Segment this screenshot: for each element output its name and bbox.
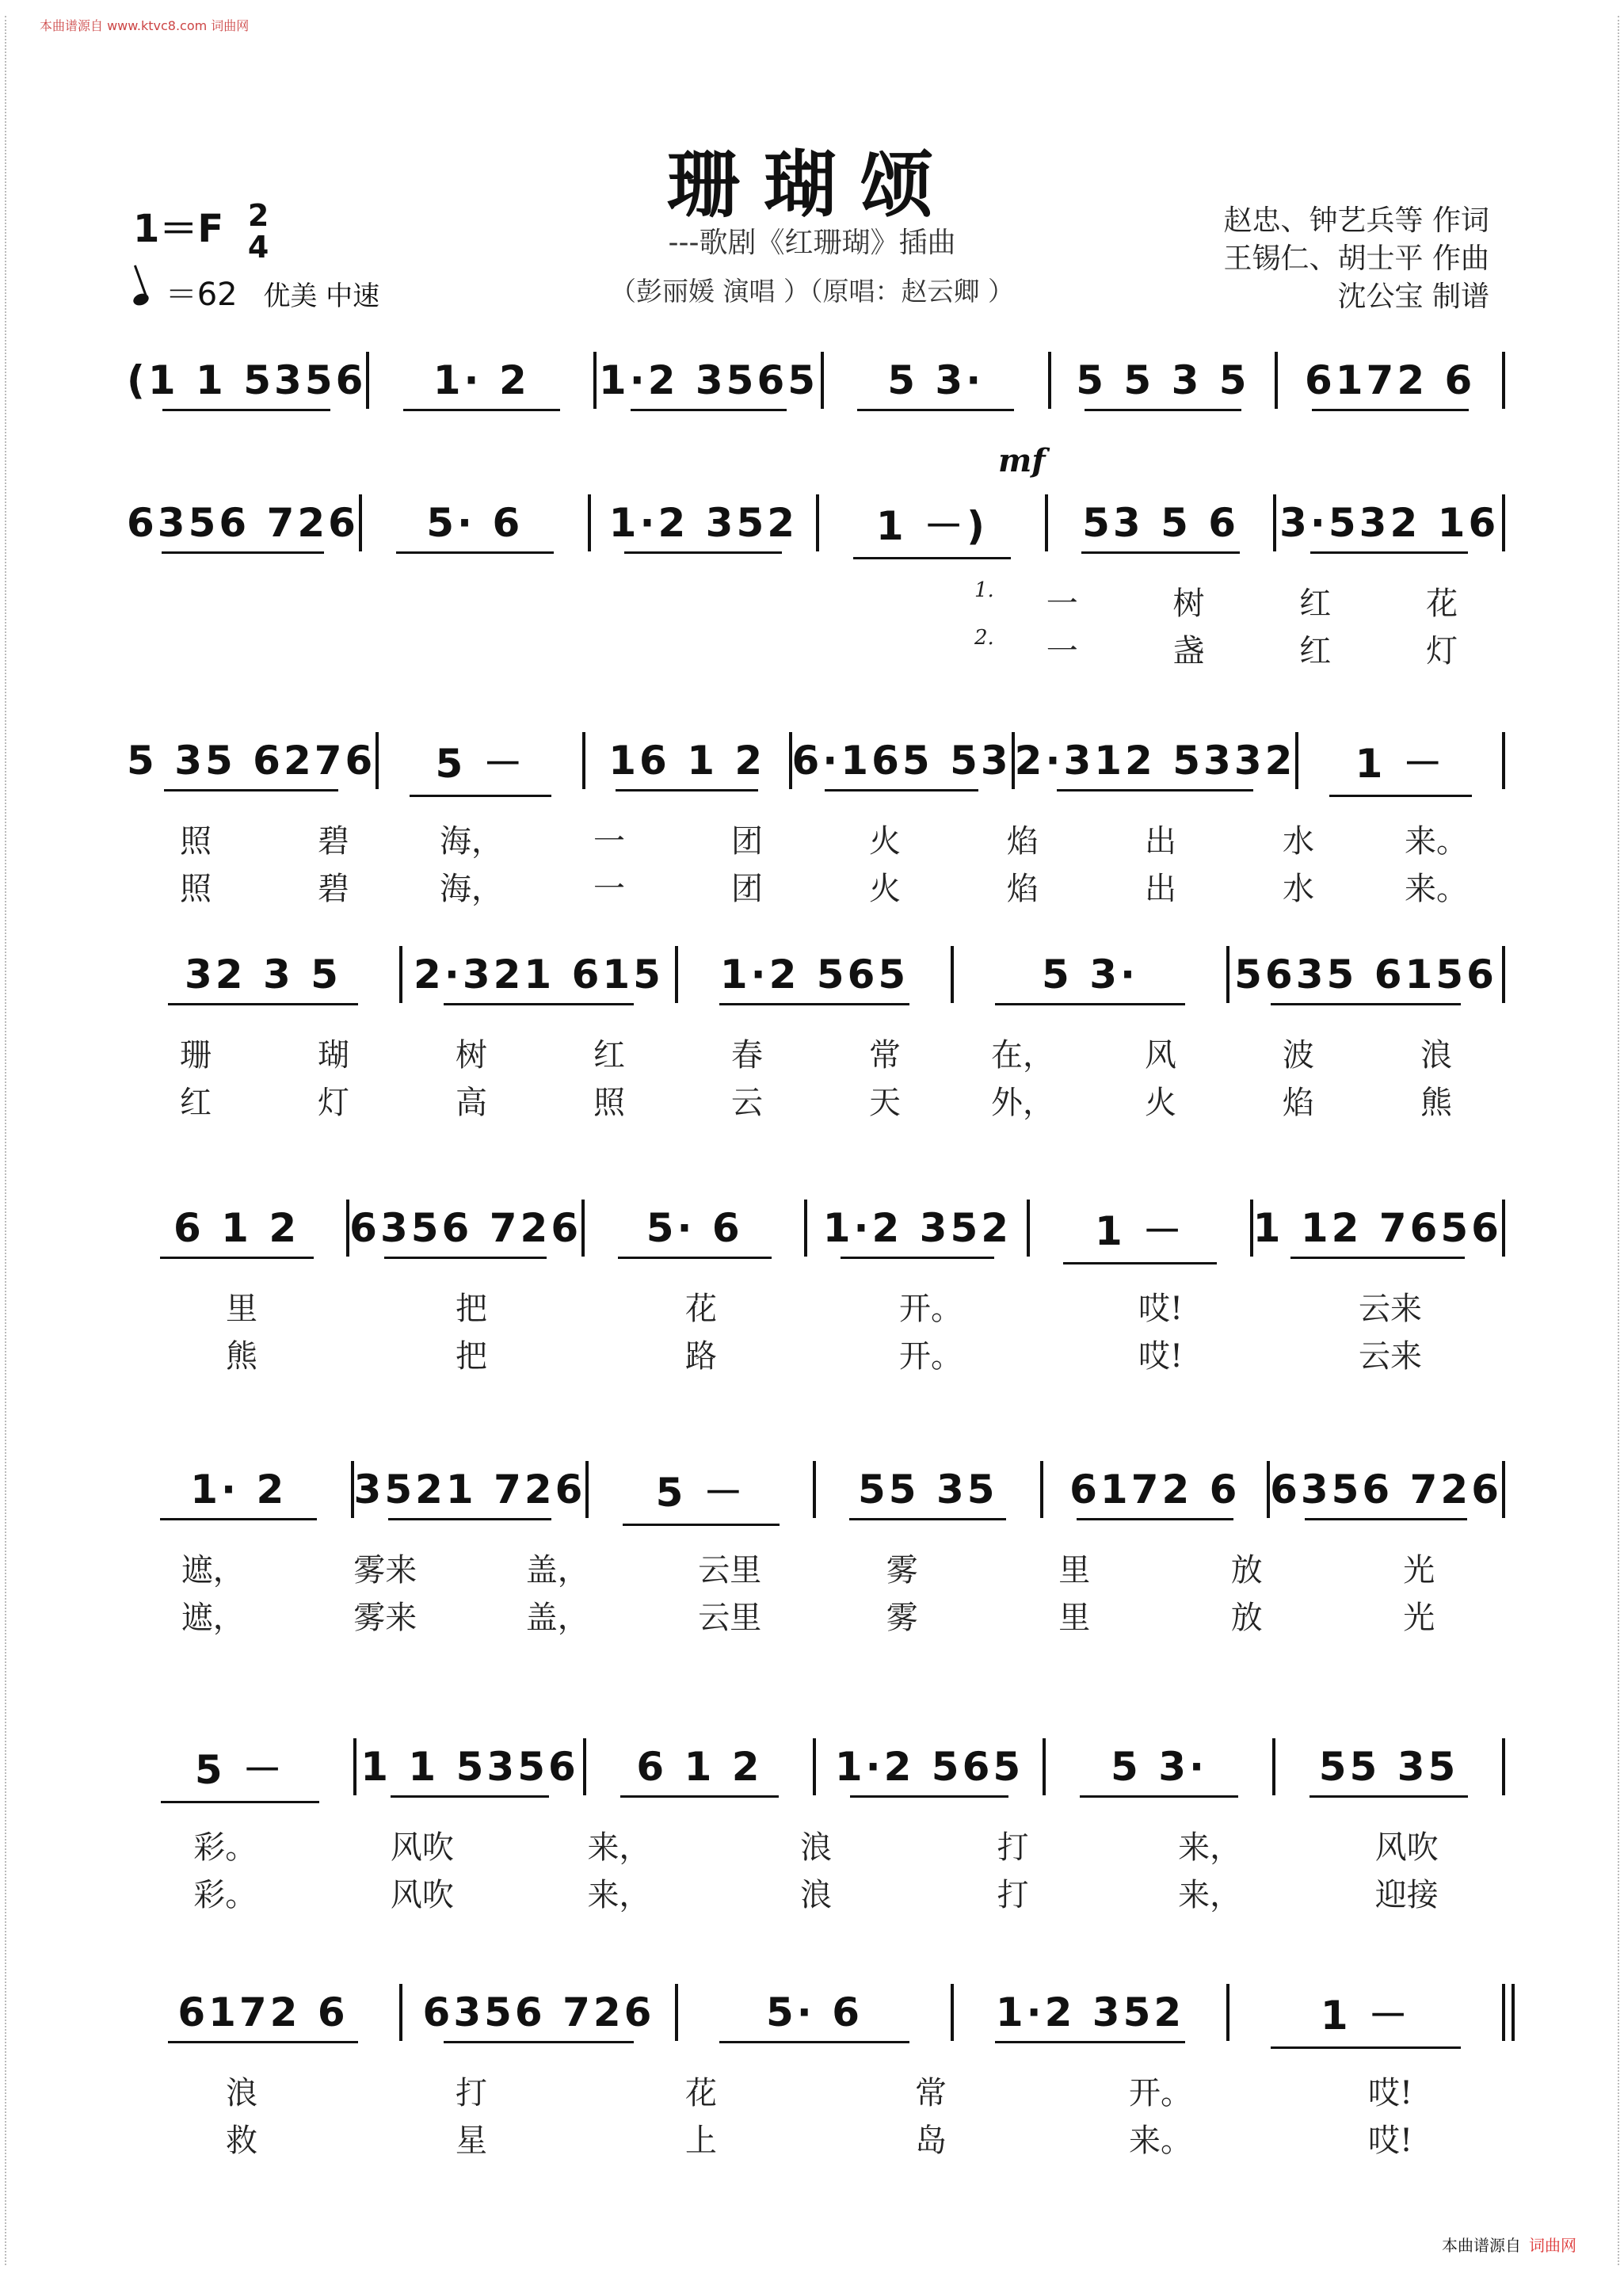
lyric-syllable: 树 xyxy=(456,1037,487,1074)
lyric-syllable: 碧 xyxy=(318,823,349,860)
lyric-syllable: 云来 xyxy=(1359,1338,1422,1375)
lyric-syllable: 外， xyxy=(991,1085,1054,1121)
lyric-syllable: 彩。 xyxy=(193,1877,257,1913)
lyric-syllable: 常 xyxy=(869,1037,901,1074)
lyric-syllable: 风吹 xyxy=(1374,1829,1439,1866)
lyrics-verse-2 xyxy=(974,626,1505,671)
lyric-syllable: 里 xyxy=(226,1291,257,1327)
lyric-syllable: 珊 xyxy=(180,1037,212,1074)
measure: 1 －) xyxy=(819,494,1045,551)
lyrics-verse-1 xyxy=(127,2068,1505,2113)
lyric-syllable: 遮， xyxy=(181,1552,245,1589)
lyrics-verse-2 xyxy=(127,1331,1505,1376)
lyric-syllable: 风吹 xyxy=(390,1829,454,1866)
lyric-syllable: 开。 xyxy=(899,1291,963,1327)
song-title: 珊瑚颂 xyxy=(666,142,957,227)
lyric-syllable: 光 xyxy=(1403,1600,1435,1636)
lyric-syllable: 来。 xyxy=(1405,823,1468,860)
measure: 1·2 3565 xyxy=(597,357,821,403)
lyric-syllable: 云里 xyxy=(698,1552,762,1589)
measure: 1· 2 xyxy=(127,1467,351,1512)
measure: 6172 6 xyxy=(1043,1467,1268,1512)
measure: 6172 6 xyxy=(127,1989,399,2035)
measure: 32 3 5 xyxy=(127,952,399,997)
lyric-syllable: 风吹 xyxy=(390,1877,454,1913)
lyric-syllable: 把 xyxy=(456,1291,487,1327)
lyric-syllable: 来。 xyxy=(1129,2123,1192,2159)
lyric-syllable: 来， xyxy=(1178,1829,1242,1866)
measure: 55 35 xyxy=(816,1467,1040,1512)
credit-lyricist: 赵忠、钟艺兵等 作词 xyxy=(1223,204,1489,237)
measure: 1·2 352 xyxy=(807,1205,1027,1251)
score-system xyxy=(127,729,1505,919)
left-edge-border xyxy=(5,16,14,2265)
notes-row xyxy=(127,349,1505,412)
notes-row xyxy=(127,1458,1505,1521)
lyric-syllable: 打 xyxy=(997,1829,1029,1866)
lyric-syllable: 红 xyxy=(593,1037,625,1074)
lyric-syllable: 浪 xyxy=(226,2075,257,2111)
measure: 5· 6 xyxy=(678,1989,951,2035)
lyric-syllable: 红 xyxy=(1299,633,1332,669)
lyric-syllable: 雾 xyxy=(886,1600,918,1636)
lyric-syllable: 花 xyxy=(685,2075,717,2111)
lyric-syllable: 树 xyxy=(1172,586,1205,622)
lyric-syllable: 把 xyxy=(456,1338,487,1375)
measure: 5 3· xyxy=(1046,1744,1272,1790)
quarter-note-icon xyxy=(132,292,151,307)
measure: 5 － xyxy=(127,1738,353,1795)
lyric-syllable: 在， xyxy=(991,1037,1054,1074)
measure: 55 35 xyxy=(1275,1744,1502,1790)
lyric-syllable: 哎! xyxy=(1138,1338,1184,1375)
lyric-syllable: 一 xyxy=(1046,633,1078,669)
lyric-syllable: 出 xyxy=(1145,823,1176,860)
measure: 5635 6156 xyxy=(1229,952,1502,997)
lyric-syllable: 风 xyxy=(1145,1037,1176,1074)
measure: 6356 726 xyxy=(349,1205,582,1251)
measure: 1 － xyxy=(1298,732,1502,789)
time-bottom: 4 xyxy=(247,230,269,265)
lyric-syllable: 云里 xyxy=(698,1600,762,1636)
score-system xyxy=(127,943,1505,1133)
lyric-syllable: 打 xyxy=(456,2075,487,2111)
verse-number: 2. xyxy=(974,626,994,650)
lyric-syllable: 盖， xyxy=(525,1600,589,1636)
lyric-syllable: 焰 xyxy=(1007,823,1039,860)
tempo-value: ＝62 xyxy=(165,277,238,313)
lyric-syllable: 熊 xyxy=(1420,1085,1452,1121)
lyric-syllable: 来， xyxy=(1178,1877,1242,1913)
notes-row xyxy=(127,729,1505,792)
lyric-syllable: 盖， xyxy=(525,1552,589,1589)
lyric-syllable: 火 xyxy=(869,871,901,907)
tempo-description: 优美 中速 xyxy=(263,280,380,312)
credit-composer: 王锡仁、胡士平 作曲 xyxy=(1223,242,1489,275)
measure: 1·2 565 xyxy=(816,1744,1043,1790)
lyrics-verse-2 xyxy=(127,2115,1505,2161)
measure: 1·2 352 xyxy=(591,500,817,546)
lyric-syllable: 水 xyxy=(1283,823,1314,860)
lyric-syllable: 路 xyxy=(685,1338,717,1375)
lyric-syllable: 里 xyxy=(1058,1600,1091,1636)
verse-number: 1. xyxy=(974,578,994,602)
measure: 6 1 2 xyxy=(127,1205,346,1251)
measure: 2·321 615 xyxy=(402,952,675,997)
lyric-syllable: 遮， xyxy=(181,1600,245,1636)
lyrics-verse-2 xyxy=(127,864,1505,909)
lyric-syllable: 海， xyxy=(440,823,503,860)
lyric-syllable: 水 xyxy=(1283,871,1314,907)
lyric-syllable: 照 xyxy=(593,1085,625,1121)
credit-transcriber: 沈公宝 制谱 xyxy=(1337,280,1489,313)
lyric-syllable: 春 xyxy=(731,1037,763,1074)
lyric-syllable: 开。 xyxy=(899,1338,963,1375)
lyrics-verse-1 xyxy=(127,1284,1505,1329)
right-edge-border xyxy=(1610,16,1619,2265)
measure: 6356 726 xyxy=(402,1989,675,2035)
measure: 5 3· xyxy=(954,952,1226,997)
score-system xyxy=(127,1458,1505,1648)
lyric-syllable: 团 xyxy=(731,823,763,860)
lyric-syllable: 灯 xyxy=(1426,633,1458,669)
key-label: 1＝F xyxy=(133,207,224,251)
score-system xyxy=(127,442,1505,681)
source-bottom-site: 词曲网 xyxy=(1529,2236,1576,2255)
lyric-syllable: 浪 xyxy=(800,1877,833,1913)
lyric-syllable: 放 xyxy=(1230,1600,1263,1636)
lyrics-verse-2 xyxy=(127,1870,1505,1915)
lyrics-verse-1 xyxy=(127,1030,1505,1075)
lyric-syllable: 红 xyxy=(1299,586,1332,622)
measure: 6356 726 xyxy=(1270,1467,1502,1512)
measure: 2·312 5332 xyxy=(1014,738,1296,784)
lyric-syllable: 团 xyxy=(731,871,763,907)
measure: 5 5 3 5 xyxy=(1051,357,1275,403)
lyric-syllable: 一 xyxy=(593,823,625,860)
bar-line xyxy=(1502,494,1505,551)
lyric-syllable: 云来 xyxy=(1359,1291,1422,1327)
measure: 5 35 6276 xyxy=(127,738,376,784)
bar-line xyxy=(1502,1984,1505,2041)
lyrics-verse-2 xyxy=(127,1593,1505,1638)
lyric-syllable: 瑚 xyxy=(318,1037,349,1074)
measure: 5 3· xyxy=(824,357,1048,403)
lyric-syllable: 海， xyxy=(440,871,503,907)
lyric-syllable: 碧 xyxy=(318,871,349,907)
notes-row xyxy=(127,943,1505,1006)
lyric-syllable: 来， xyxy=(587,1877,651,1913)
lyric-syllable: 里 xyxy=(1058,1552,1091,1589)
measure: 1·2 352 xyxy=(954,1989,1226,2035)
score-system xyxy=(127,1981,1505,2171)
song-subtitle: ---歌剧《红珊瑚》插曲 xyxy=(668,227,956,259)
lyrics-verse-2 xyxy=(127,1078,1505,1123)
lyric-syllable: 照 xyxy=(180,871,212,907)
lyric-syllable: 开。 xyxy=(1129,2075,1192,2111)
lyrics-verse-1 xyxy=(974,578,1505,624)
measure: 1 1 5356 xyxy=(356,1744,583,1790)
lyric-syllable: 红 xyxy=(180,1085,212,1121)
lyric-syllable: 火 xyxy=(1145,1085,1176,1121)
lyric-syllable: 浪 xyxy=(800,1829,833,1866)
measure: 1·2 565 xyxy=(678,952,951,997)
measure: 53 5 6 xyxy=(1048,500,1274,546)
time-top: 2 xyxy=(247,198,269,233)
measure: 1· 2 xyxy=(369,357,593,403)
lyric-syllable: 迎接 xyxy=(1374,1877,1439,1913)
lyric-syllable: 哎! xyxy=(1367,2123,1413,2159)
score-system xyxy=(127,1735,1505,1925)
lyrics-verse-1 xyxy=(127,1545,1505,1590)
lyric-syllable: 一 xyxy=(1046,586,1078,622)
lyric-syllable: 火 xyxy=(869,823,901,860)
lyric-syllable: 盏 xyxy=(1172,633,1205,669)
measure: 1 － xyxy=(1229,1984,1502,2041)
dynamic-marking: mf xyxy=(998,442,1046,479)
lyrics-verse-1 xyxy=(127,816,1505,861)
lyric-syllable: 高 xyxy=(456,1085,487,1121)
source-tag-top: 本曲谱源自 www.ktvc8.com 词曲网 xyxy=(40,18,250,33)
credits xyxy=(1224,202,1489,316)
measure: 1 － xyxy=(1030,1200,1249,1257)
lyric-syllable: 波 xyxy=(1283,1037,1314,1074)
lyric-syllable: 焰 xyxy=(1283,1085,1314,1121)
bar-line xyxy=(1502,1200,1505,1257)
source-tag-bottom xyxy=(1442,2233,1576,2256)
performer-line: （彭丽媛 演唱 ）（原唱：赵云卿 ） xyxy=(610,276,1014,307)
bar-line xyxy=(1502,732,1505,789)
bar-line xyxy=(1502,1461,1505,1518)
lyric-syllable: 天 xyxy=(869,1085,901,1121)
measure: 3·532 16 xyxy=(1276,500,1502,546)
lyric-syllable: 上 xyxy=(685,2123,717,2159)
lyric-syllable: 花 xyxy=(685,1291,717,1327)
measure: 5 － xyxy=(589,1461,813,1518)
time-signature xyxy=(248,200,269,263)
bar-line xyxy=(1502,352,1505,409)
bar-line xyxy=(1502,946,1505,1003)
lyric-syllable: 常 xyxy=(915,2075,947,2111)
lyric-syllable: 放 xyxy=(1230,1552,1263,1589)
lyric-syllable: 雾 xyxy=(886,1552,918,1589)
lyric-syllable: 岛 xyxy=(915,2123,947,2159)
lyric-syllable: 救 xyxy=(226,2123,257,2159)
measure: 3521 726 xyxy=(353,1467,586,1512)
measure: 6172 6 xyxy=(1278,357,1502,403)
source-bottom-text: 本曲谱源自 xyxy=(1442,2236,1521,2255)
key-signature xyxy=(133,198,269,263)
lyric-syllable: 光 xyxy=(1403,1552,1435,1589)
tempo-marking xyxy=(133,269,379,315)
measure: 5· 6 xyxy=(585,1205,804,1251)
score-system xyxy=(127,1196,1505,1387)
lyric-syllable: 来。 xyxy=(1405,871,1468,907)
measure: 6·165 53 xyxy=(791,738,1012,784)
lyrics-verse-1 xyxy=(127,1822,1505,1867)
lyric-syllable: 浪 xyxy=(1420,1037,1452,1074)
lyric-syllable: 焰 xyxy=(1007,871,1039,907)
measure: 1 12 7656 xyxy=(1252,1205,1502,1251)
notes-row xyxy=(127,491,1505,555)
lyric-syllable: 打 xyxy=(997,1877,1029,1913)
measure: 5· 6 xyxy=(362,500,588,546)
lyric-syllable: 来， xyxy=(587,1829,651,1866)
measure: 6 1 2 xyxy=(586,1744,813,1790)
lyric-syllable: 雾来 xyxy=(353,1600,417,1636)
lyric-syllable: 灯 xyxy=(318,1085,349,1121)
measure: (1 1 5356 xyxy=(127,357,367,403)
lyric-syllable: 一 xyxy=(593,871,625,907)
measure: 5 － xyxy=(379,732,582,789)
notes-row xyxy=(127,1981,1505,2044)
lyric-syllable: 星 xyxy=(456,2123,487,2159)
lyric-syllable: 哎! xyxy=(1138,1291,1184,1327)
notes-row xyxy=(127,1196,1505,1260)
notes-row xyxy=(127,1735,1505,1798)
bar-line xyxy=(1502,1738,1505,1795)
measure: 16 1 2 xyxy=(585,738,789,784)
lyric-syllable: 花 xyxy=(1426,586,1458,622)
lyric-syllable: 熊 xyxy=(226,1338,257,1375)
lyric-syllable: 雾来 xyxy=(353,1552,417,1589)
lyric-syllable: 照 xyxy=(180,823,212,860)
measure: 6356 726 xyxy=(127,500,359,546)
lyric-syllable: 哎! xyxy=(1367,2075,1413,2111)
lyric-syllable: 彩。 xyxy=(193,1829,257,1866)
lyric-syllable: 出 xyxy=(1145,871,1176,907)
lyric-syllable: 云 xyxy=(731,1085,763,1121)
